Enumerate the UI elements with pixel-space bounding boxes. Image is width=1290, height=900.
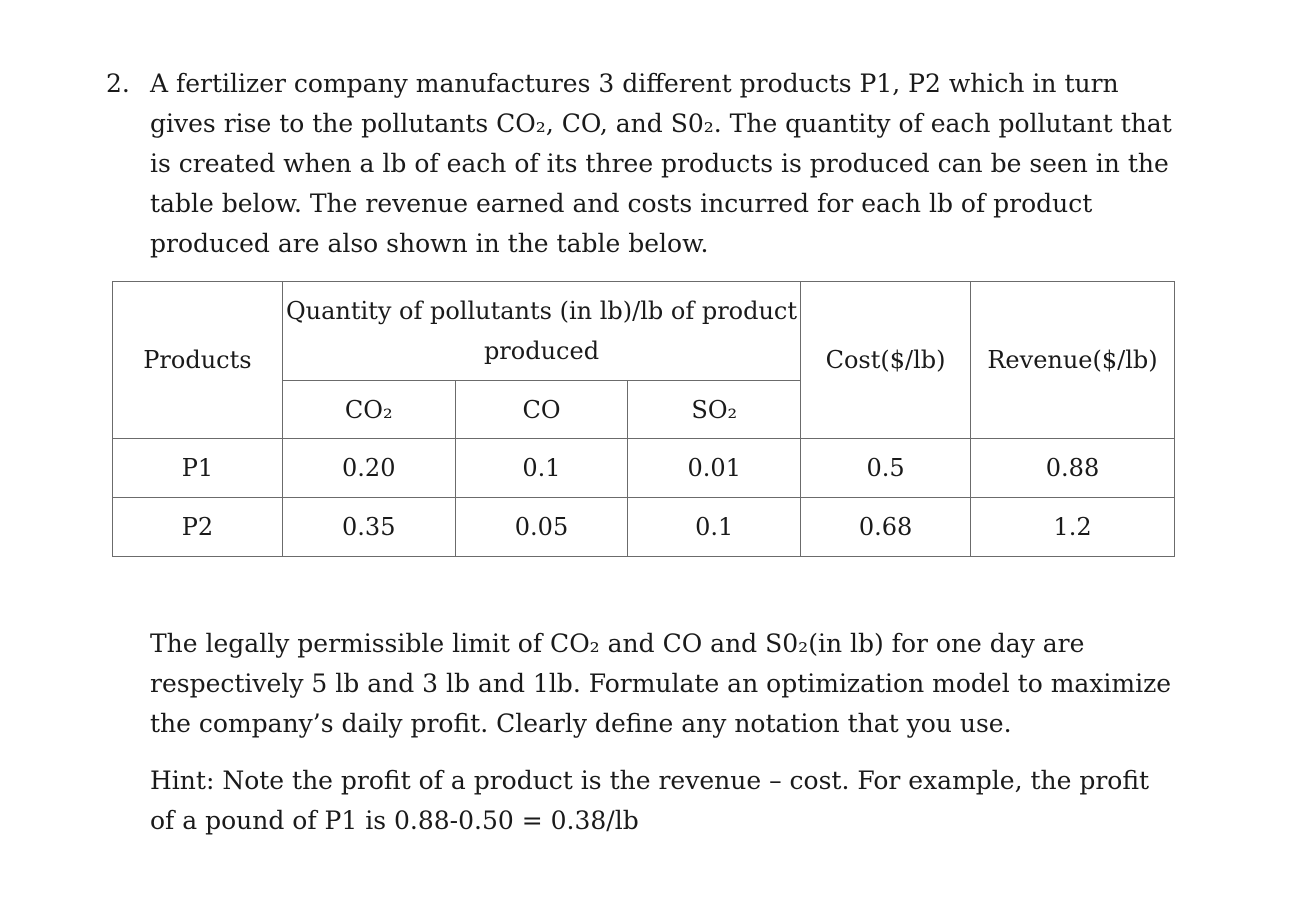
product-cell: P1 xyxy=(113,439,283,498)
co2-cell: 0.35 xyxy=(282,498,455,557)
revenue-header: Revenue($/lb) xyxy=(971,282,1175,439)
question-text: A fertilizer company manufactures 3 different products P1, P2 which in turn gives rise to the pollutants CO₂, CO, and S0₂. The quantity of each pollutant that is created when a lb of each of its three products is produced can be seen in the table below. The revenue earned and costs incurred for each lb of product produced are also shown in the table below. xyxy=(150,69,1172,258)
so2-cell: 0.1 xyxy=(628,498,801,557)
quantity-header: Quantity of pollutants (in lb)/lb of product produced xyxy=(282,282,800,381)
co-cell: 0.1 xyxy=(455,439,628,498)
co-cell: 0.05 xyxy=(455,498,628,557)
revenue-cell: 1.2 xyxy=(971,498,1175,557)
so2-header: SO₂ xyxy=(628,381,801,439)
cost-header: Cost($/lb) xyxy=(801,282,971,439)
limits-paragraph: The legally permissible limit of CO₂ and CO and S0₂(in lb) for one day are respectively 5 lb and 3 lb and 1lb. Formulate an optimization model to maximize the company’s daily profit. Clearly define any notation that you use. xyxy=(150,629,1172,738)
cost-cell: 0.68 xyxy=(801,498,971,557)
co2-cell: 0.20 xyxy=(282,439,455,498)
table-row xyxy=(113,498,1175,557)
hint-paragraph: Hint: Note the profit of a product is the revenue – cost. For example, the profit of a pound of P1 is 0.88-0.50 = 0.38/lb xyxy=(150,766,1150,835)
so2-cell: 0.01 xyxy=(628,439,801,498)
co2-header: CO₂ xyxy=(282,381,455,439)
product-cell: P2 xyxy=(113,498,283,557)
pollutants-table xyxy=(112,281,1175,557)
revenue-cell: 0.88 xyxy=(971,439,1175,498)
products-header: Products xyxy=(113,282,283,439)
cost-cell: 0.5 xyxy=(801,439,971,498)
question-block xyxy=(106,64,1206,264)
table-row xyxy=(113,439,1175,498)
question-number: 2. xyxy=(106,69,130,98)
co-header: CO xyxy=(455,381,628,439)
